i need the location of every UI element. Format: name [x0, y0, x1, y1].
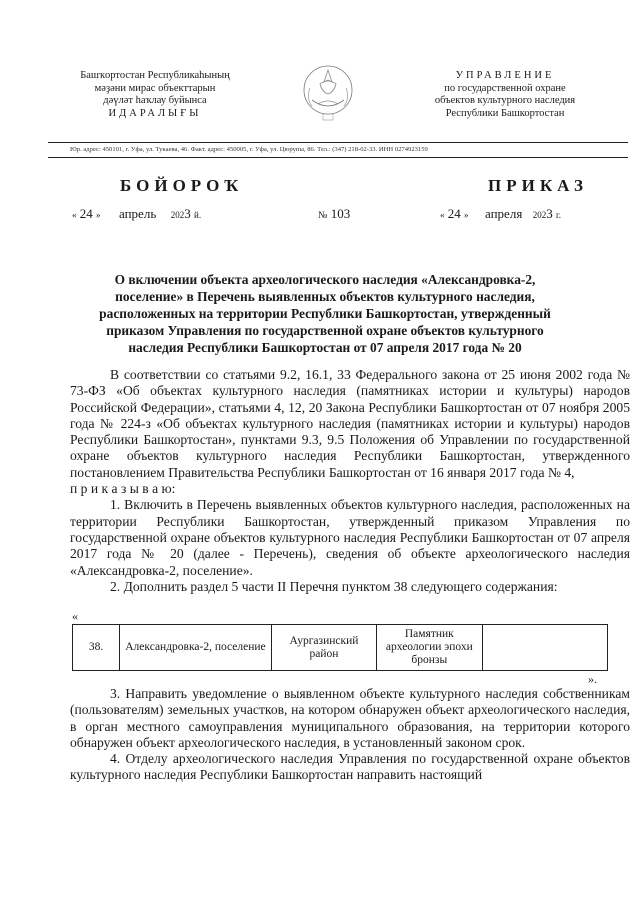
- quote-close: ».: [588, 672, 597, 686]
- document-body-continued: [70, 686, 630, 784]
- order-number: [318, 206, 350, 222]
- date-left-day: 24: [79, 206, 93, 221]
- paragraph-item-2: 2. Дополнить раздел 5 части II Перечня пунктом 38 следующего содержания:: [110, 578, 558, 594]
- date-left-month: апрель: [119, 206, 157, 221]
- object-table: [72, 624, 608, 671]
- table-row: [73, 625, 608, 671]
- table-cell-district: Аургазинский район: [271, 625, 376, 671]
- date-right-year-prefix: 202: [532, 210, 547, 220]
- date-left-year-prefix: 202: [170, 210, 185, 220]
- header-rule-bottom: [48, 157, 628, 158]
- order-word: п р и к а з ы в а ю:: [70, 481, 176, 497]
- document-body: [70, 367, 630, 595]
- header-right-block: [400, 70, 610, 120]
- date-right-year-digit: 3: [546, 206, 553, 221]
- header-left-line-4: ИДАРАЛЫҒЫ: [108, 107, 202, 119]
- paragraph-intro: В соответствии со статьями 9.2, 16.1, 33 Федерального закона от 25 июня 2002 года № 73-ФЗ «Об объектах культурного наследия (памятниках истории и культуры) народов Российской Федерации», статьями 4, 12, 20 Закона Республики Башкортостан от 07 ноября 2005 года № 224-з «Об объектах культурного наследия (памятниках истории и культуры) народов Республики Башкортостан», пунктами 9.3, 9.5 Положения об Управлении по государственной охране объектов культурного наследия Республики Башкортостан, утвержденного постановлением Правительства Республики Башкортостан от 16 января 2017 года № 4,: [70, 367, 630, 480]
- header-right-line-3: объектов культурного наследия: [434, 95, 576, 106]
- coat-of-arms-emblem-icon: [298, 58, 358, 128]
- date-right-day: 24: [447, 206, 461, 221]
- paragraph-item-3: 3. Направить уведомление о выявленном объекте культурного наследия собственникам (пользователям) земельных участков, на котором обнаружен объект археологического наследия, в орган местного самоуправления муниципального образования, на территории которого обнаружен объект археологического наследия, в установленный законом срок.: [70, 686, 630, 750]
- header-right-line-4: Республики Башкортостан: [445, 107, 565, 119]
- order-number-prefix: №: [318, 210, 328, 221]
- header-rule-top: [48, 142, 628, 143]
- order-title-russian: ПРИКАЗ: [488, 176, 588, 195]
- header-left-line-1: Башҡортостан Республикаһының: [80, 70, 230, 81]
- document-heading: О включении объекта археологического наследия «Александровка-2, поселение» в Перечень выявленных объектов культурного наследия, расположенных на территории Республики Башкортостан, утвержденный приказом Управления по государственной охране объектов культурного наследия Республики Башкортостан от 07 апреля 2017 года № 20: [99, 272, 551, 355]
- paragraph-item-4: 4. Отделу археологического наследия Управления по государственной охране объектов культурного наследия Республики Башкортостан направить настоящий: [70, 751, 630, 783]
- date-left-year-digit: 3: [184, 206, 191, 221]
- contacts-line: Юр. адрес: 450101, г. Уфа, ул. Тукаева, 46. Факт. адрес: 450005, г. Уфа, ул. Цюрупы, 86. Тел.: (347) 218-02-33. ИНН 0274923159: [70, 146, 428, 153]
- date-right-month: апреля: [485, 206, 523, 221]
- date-left: « 24 » апрель 2023 й.: [72, 206, 202, 221]
- header-left-line-2: мәҙәни мирас объекттарын: [94, 82, 216, 94]
- date-left-year-suffix: й.: [194, 210, 202, 220]
- order-number-value: 103: [330, 206, 351, 221]
- quote-open: «: [72, 609, 78, 623]
- table-cell-name: Александровка-2, поселение: [120, 625, 272, 671]
- table-cell-empty: [482, 625, 607, 671]
- date-right-year-suffix: г.: [556, 210, 561, 220]
- paragraph-item-1: 1. Включить в Перечень выявленных объектов культурного наследия, расположенных на территории Республики Башкортостан, утвержденный приказом Управления по государственной охране объектов культурного наследия Республики Башкортостан от 07 апреля 2017 года № 20 (далее - Перечень), сведения об объекте археологического наследия «Александровка-2, поселение».: [70, 497, 630, 578]
- header-right-line-1: УПРАВЛЕНИЕ: [455, 70, 555, 81]
- order-title-bashkir: БОЙОРОҠ: [120, 176, 244, 195]
- header-right-line-2: по государственной охране: [444, 82, 566, 94]
- table-cell-category: Памятник археологии эпохи бронзы: [377, 625, 482, 671]
- table-cell-number: 38.: [73, 625, 120, 671]
- date-right: « 24 » апреля 2023 г.: [440, 206, 561, 221]
- header-left-line-3: дәүләт һаҡлау буйынса: [103, 95, 207, 106]
- header-left-block: [50, 70, 260, 120]
